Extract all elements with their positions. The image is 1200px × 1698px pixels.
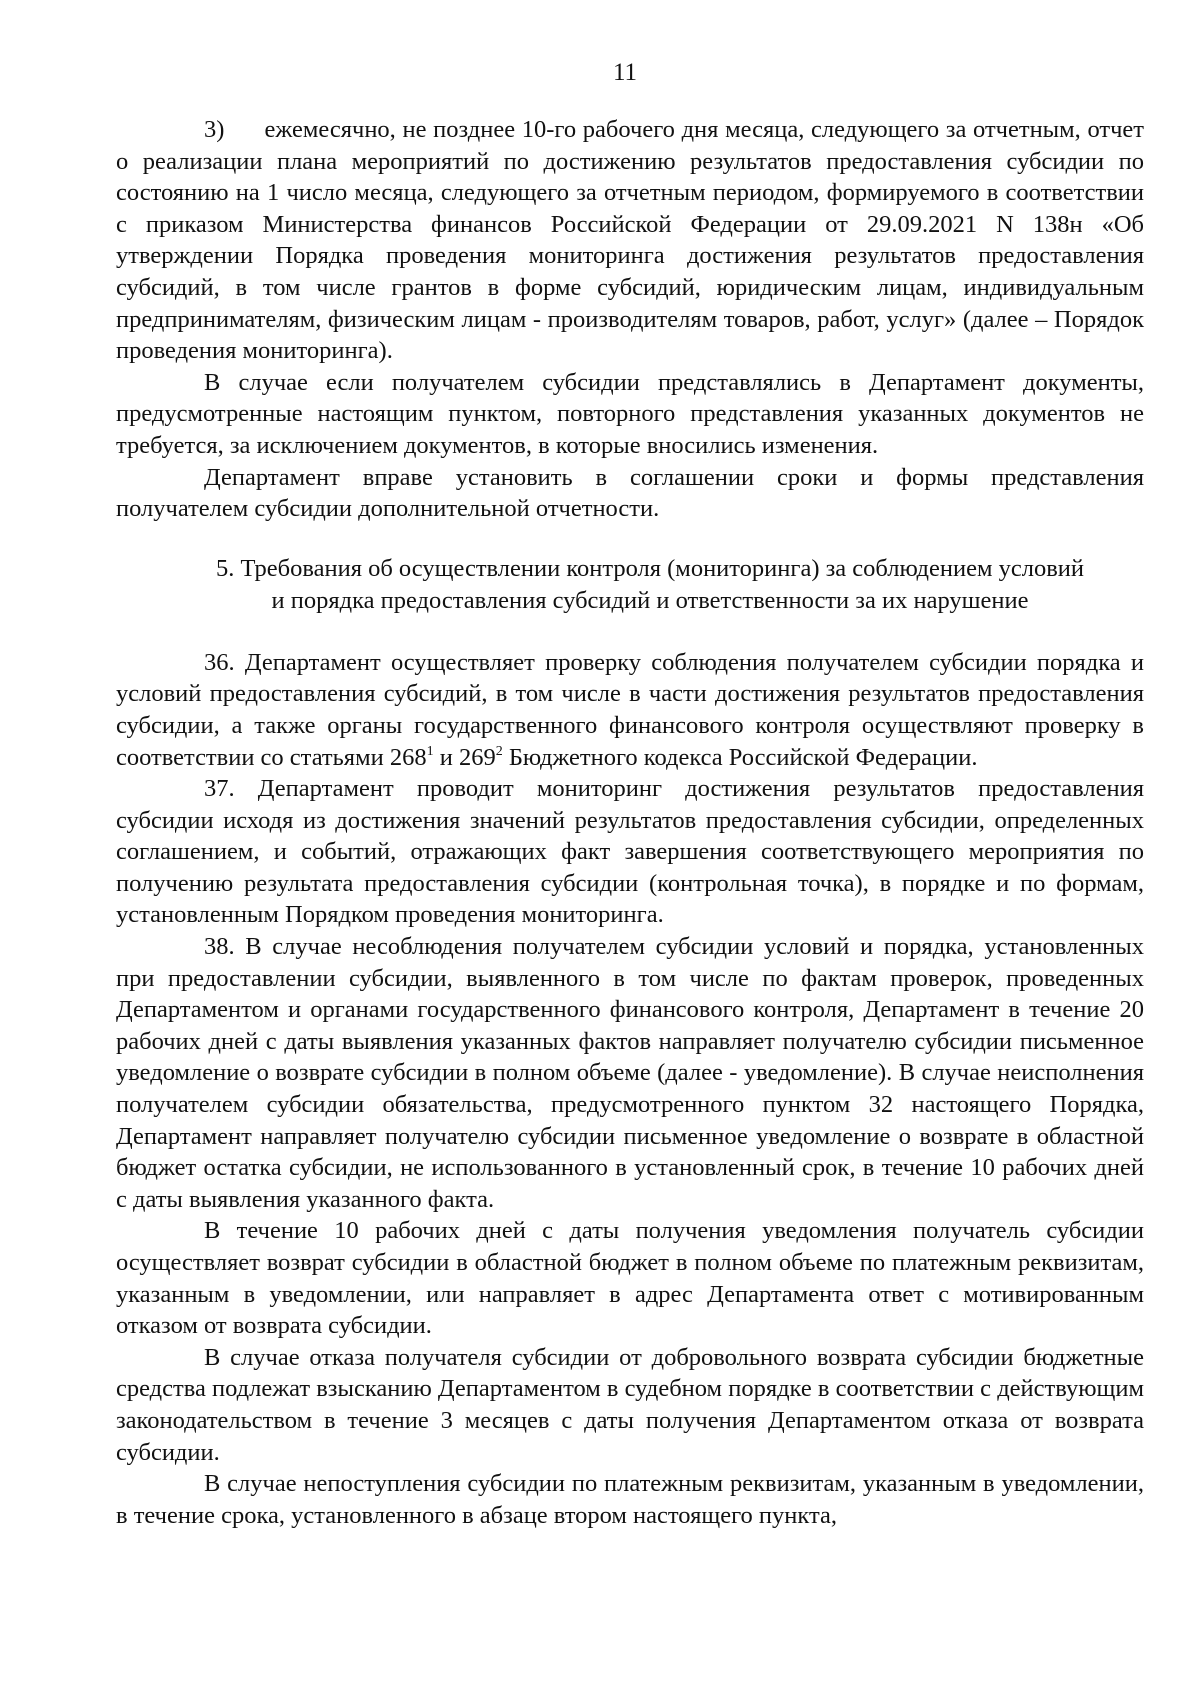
- section-heading-line-1: 5. Требования об осуществлении контроля (мониторинга) за соблюдением условий: [215, 554, 1084, 582]
- paragraph-36-text-a: 36. Департамент осуществляет проверку соблюдения получателем субсидии порядка и условий предоставления субсидий, в том числе в части достижения результатов предоставления субсидии, а также органы государственного финансового контроля осуществляют проверку в соответствии со статьями 268: [116, 648, 1144, 771]
- paragraph-36-text-b: и 269: [433, 743, 496, 771]
- paragraph-documents-already-submitted: В случае если получателем субсидии представлялись в Департамент документы, предусмотренные настоящим пунктом, повторного представления указанных документов не требуется, за исключением документов, в которые вносились изменения.: [116, 368, 1144, 459]
- paragraph-37: 37. Департамент проводит мониторинг достижения результатов предоставления субсидии исходя из достижения значений результатов предоставления субсидии, определенных соглашением, и событий, отражающих факт завершения соответствующего мероприятия по получению результата предоставления субсидии (контрольная точка), в порядке и по формам, установленным Порядком проведения мониторинга.: [116, 775, 1144, 929]
- footnote-mark-269: 2: [495, 743, 503, 759]
- paragraph-38-return-procedure: В течение 10 рабочих дней с даты получения уведомления получатель субсидии осуществляет возврат субсидии в областной бюджет в полном объеме по платежным реквизитам, указанным в уведомлении, или направляет в адрес Департамента ответ с мотивированным отказом от возврата субсидии.: [116, 1217, 1144, 1340]
- paragraph-38-nonreceipt: В случае непоступления субсидии по платежным реквизитам, указанным в уведомлении, в течение срока, установленного в абзаце втором настоящего пункта,: [116, 1470, 1144, 1529]
- paragraph-36: [116, 647, 1144, 773]
- footnote-mark-268: 1: [426, 743, 434, 759]
- document-body: [116, 114, 1144, 1531]
- paragraph-additional-reporting: Департамент вправе установить в соглашении сроки и формы представления получателем субсидии дополнительной отчетности.: [116, 463, 1144, 523]
- section-heading-line-2: и порядка предоставления субсидий и ответственности за их нарушение: [271, 586, 1029, 614]
- paragraph-item-3: 3) ежемесячно, не позднее 10-го рабочего дня месяца, следующего за отчетным, отчет о реализации плана мероприятий по достижению результатов предоставления субсидии по состоянию на 1 число месяца, следующего за отчетным периодом, формируемого в соответствии с приказом Министерства финансов Российской Федерации от 29.09.2021 N 138н «Об утверждении Порядка проведения мониторинга достижения результатов предоставления субсидий, в том числе грантов в форме субсидий, юридическим лицам, индивидуальным предпринимателям, физическим лицам - производителям товаров, работ, услуг» (далее – Порядок проведения мониторинга).: [116, 116, 1144, 365]
- section-heading-5: [116, 553, 1144, 617]
- page-number: 11: [612, 59, 638, 86]
- paragraph-36-text-c: Бюджетного кодекса Российской Федерации.: [502, 743, 978, 771]
- paragraph-38: 38. В случае несоблюдения получателем субсидии условий и порядка, установленных при предоставлении субсидии, выявленного в том числе по фактам проверок, проведенных Департаментом и органами государственного финансового контроля, Департамент в течение 20 рабочих дней с даты выявления указанных фактов направляет получателю субсидии письменное уведомление о возврате субсидии в полном объеме (далее - уведомление). В случае неисполнения получателем субсидии обязательства, предусмотренного пунктом 32 настоящего Порядка, Департамент направляет получателю субсидии письменное уведомление о возврате в областной бюджет остатка субсидии, не использованного в установленный срок, в течение 10 рабочих дней с даты выявления указанного факта.: [116, 933, 1144, 1213]
- paragraph-38-refusal: В случае отказа получателя субсидии от добровольного возврата субсидии бюджетные средства подлежат взысканию Департаментом в судебном порядке в соответствии с действующим законодательством в течение 3 месяцев с даты получения Департаментом отказа от возврата субсидии.: [116, 1343, 1144, 1466]
